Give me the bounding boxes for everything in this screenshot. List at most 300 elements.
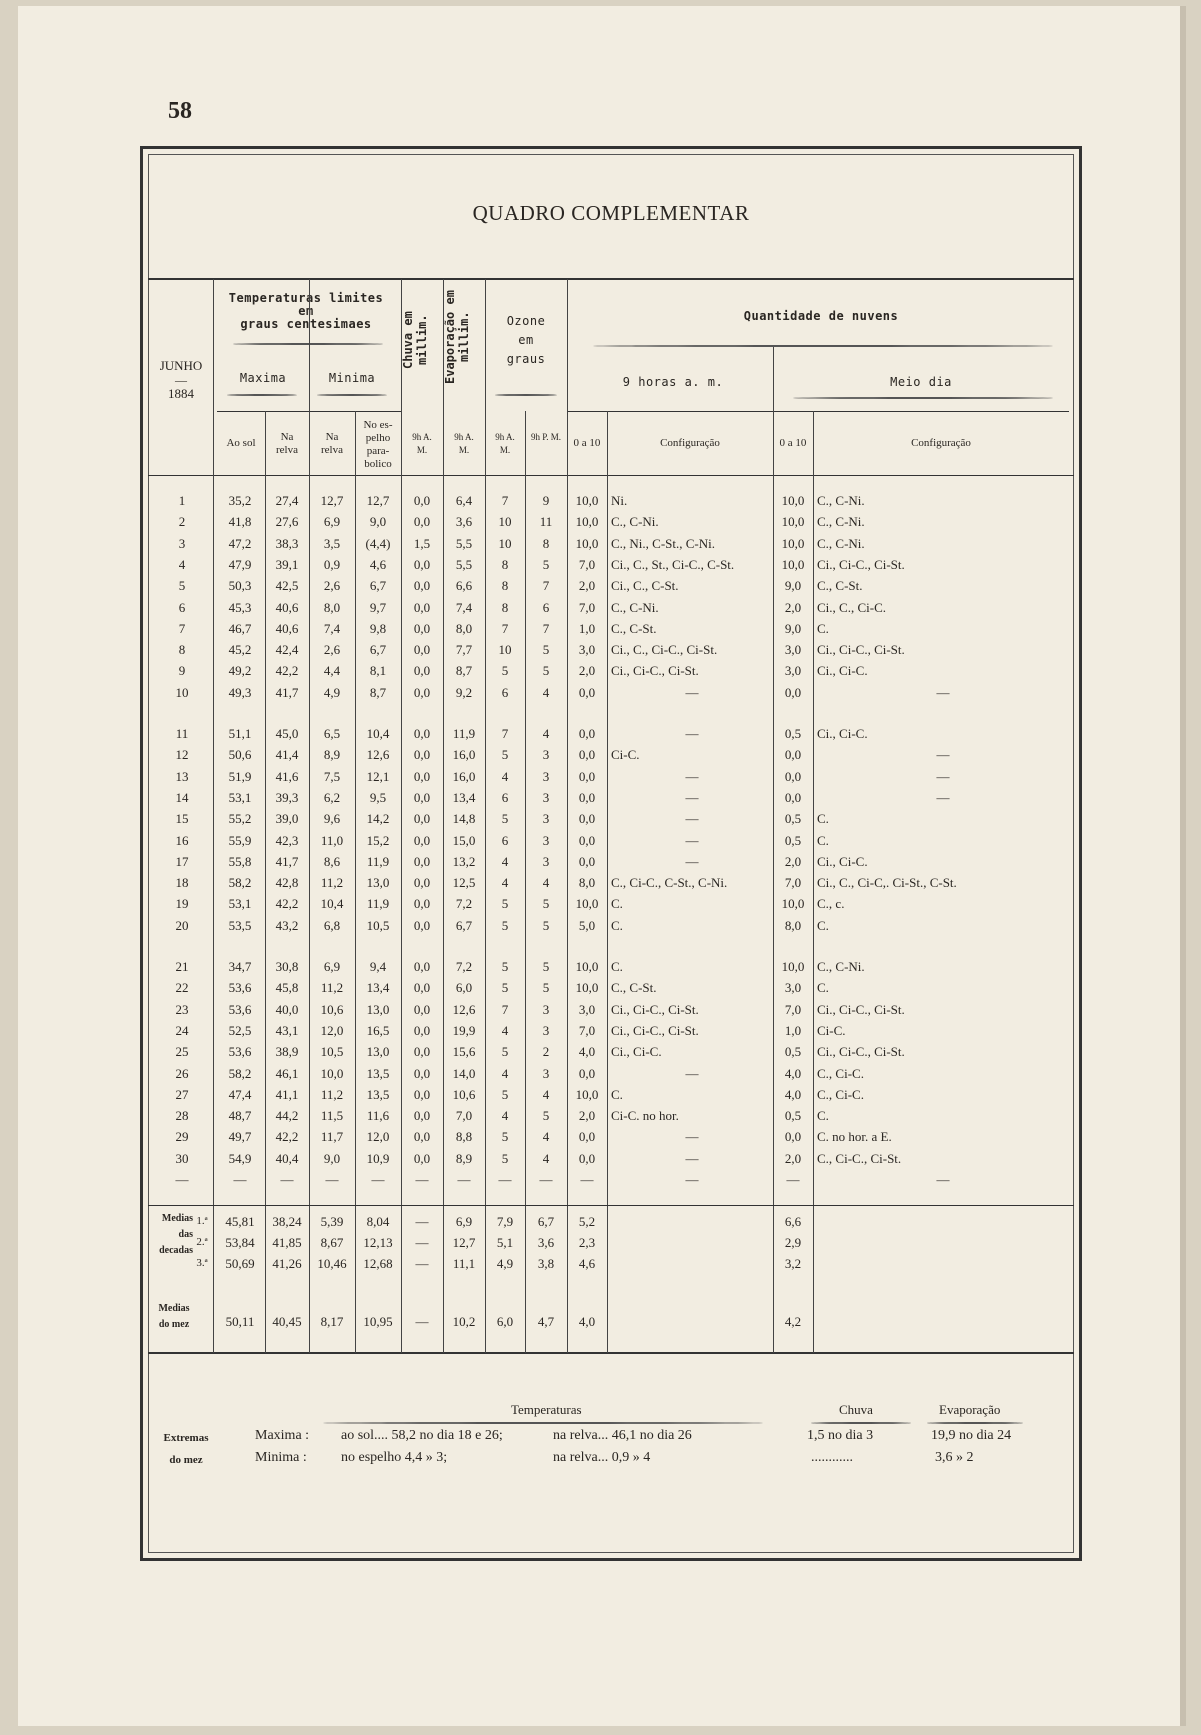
table-cell: Ci., Ci-C., Ci-St. — [817, 1001, 905, 1017]
table-cell: 5 — [501, 1044, 509, 1060]
table-cell: 7,5 — [323, 768, 341, 784]
table-cell: 0,0 — [578, 811, 596, 827]
table-cell: 13,4 — [452, 789, 476, 805]
table-cell: 4 — [501, 1065, 509, 1081]
table-cell: 6,9 — [323, 514, 341, 530]
table-cell: 0,0 — [413, 1108, 431, 1124]
decade-mean-cell: 8,04 — [366, 1214, 390, 1229]
table-cell: 2,0 — [784, 1150, 802, 1166]
table-cell: 4 — [542, 1129, 550, 1145]
table-cell: 0,0 — [578, 726, 596, 741]
table-cell: 0,0 — [413, 1001, 431, 1017]
table-cell: 12,0 — [320, 1022, 344, 1038]
row-day: 20 — [175, 917, 189, 933]
table-cell: — — [685, 1065, 699, 1081]
table-cell: 13,0 — [366, 875, 390, 891]
table-cell: 5 — [501, 811, 509, 827]
table-cell: 10,0 — [781, 959, 805, 974]
table-cell: 0,0 — [413, 1086, 431, 1102]
decade-mean-cell: 38,24 — [272, 1214, 302, 1229]
table-cell: 58,2 — [228, 875, 252, 891]
table-cell: 0,0 — [413, 684, 431, 700]
ozone-swash — [495, 394, 557, 396]
maxima-swash — [227, 394, 297, 396]
table-cell: 0,5 — [784, 811, 802, 827]
table-cell: C. — [817, 917, 829, 933]
table-cell: 11,7 — [320, 1129, 344, 1145]
row-day: 19 — [175, 896, 189, 912]
table-cell: 3,0 — [784, 980, 802, 996]
table-cell: 6 — [501, 832, 509, 848]
table-cell: 16,0 — [452, 768, 476, 784]
table-cell: 9,6 — [323, 811, 341, 827]
table-cell: C., Ci-C. — [817, 1086, 864, 1102]
row-day: 23 — [175, 1001, 189, 1017]
table-cell: 11,9 — [366, 896, 390, 912]
decade-mean-cell: 4,9 — [496, 1256, 514, 1271]
month-means-label — [149, 1301, 199, 1333]
table-cell: Ci., C., St., Ci-C., C-St. — [611, 556, 735, 572]
table-cell: 49,3 — [228, 684, 252, 700]
month-mean-cell: 8,17 — [320, 1314, 344, 1329]
nove-horas-heading: 9 horas a. m. — [622, 375, 724, 389]
decade-mean-cell: 3,8 — [537, 1256, 555, 1271]
extremes-chuva-head: Chuva — [839, 1402, 873, 1417]
table-cell: 45,3 — [228, 599, 252, 615]
header-top-rule — [148, 278, 1074, 280]
means-top-rule — [148, 1205, 1074, 1206]
table-cell: 0,0 — [578, 1150, 596, 1166]
table-cell: 40,0 — [275, 1001, 299, 1017]
table-cell: 0,0 — [413, 896, 431, 912]
table-cell: 0,0 — [578, 832, 596, 848]
decade-index: 3.ª — [196, 1257, 208, 1269]
table-cell: 7,4 — [455, 599, 473, 615]
table-cell: 3 — [542, 1022, 550, 1038]
table-cell: 0,0 — [578, 789, 596, 805]
nuvens-sub-rule — [567, 411, 1069, 412]
table-cell: 5 — [501, 959, 509, 974]
table-cell: C. — [611, 1086, 623, 1102]
table-cell: 42,5 — [275, 578, 299, 594]
col-espelho: No es-pelho para-bolico — [363, 419, 393, 470]
table-cell: 5 — [542, 663, 550, 679]
table-cell: C., Ci-C. — [817, 1065, 864, 1081]
table-cell: 2,0 — [578, 1108, 596, 1124]
row-day: 2 — [178, 514, 186, 530]
table-cell: 4 — [501, 768, 509, 784]
table-cell: 16,5 — [366, 1022, 390, 1038]
table-cell: 7,0 — [578, 599, 596, 615]
decade-mean-cell: 5,2 — [578, 1214, 596, 1229]
table-frame — [140, 146, 1082, 1561]
table-cell: 6,7 — [369, 578, 387, 594]
table-cell: 41,1 — [275, 1086, 299, 1102]
table-cell: 48,7 — [228, 1108, 252, 1124]
table-cell: 58,2 — [228, 1065, 252, 1081]
table-cell: 44,2 — [275, 1108, 299, 1124]
table-cell: 10,0 — [575, 493, 599, 508]
table-cell: 10,0 — [575, 1086, 599, 1102]
table-cell: 7 — [501, 726, 509, 741]
table-cell: — — [936, 768, 950, 784]
table-cell: 0,0 — [413, 875, 431, 891]
table-cell: — — [685, 684, 699, 700]
table-cell: — — [685, 789, 699, 805]
decade-index: 2.ª — [196, 1236, 208, 1248]
table-cell: Ci., Ci-C., Ci-St. — [611, 1022, 699, 1038]
table-cell: Ci., Ci-C., Ci-St. — [817, 1044, 905, 1060]
dash-cell: — — [580, 1172, 594, 1187]
table-cell: C., C-Ni. — [817, 535, 865, 551]
table-cell: 42,8 — [275, 875, 299, 891]
table-cell: 39,3 — [275, 789, 299, 805]
table-cell: 3,6 — [455, 514, 473, 530]
table-cell: C. — [817, 980, 829, 996]
table-cell: 0,0 — [413, 959, 431, 974]
table-cell: 7,0 — [784, 875, 802, 891]
decade-mean-cell: 50,69 — [225, 1256, 255, 1271]
table-cell: 4 — [501, 875, 509, 891]
table-cell: Ci-C. — [611, 747, 640, 763]
month-mean-cell: 4,0 — [578, 1314, 596, 1329]
month-mean-cell: 50,11 — [225, 1314, 255, 1329]
table-cell: 5 — [501, 917, 509, 933]
table-cell: 38,9 — [275, 1044, 299, 1060]
table-cell: 13,5 — [366, 1065, 390, 1081]
row-day: 22 — [175, 980, 189, 996]
table-bottom-rule — [148, 1352, 1074, 1354]
table-cell: C., C-St. — [817, 578, 863, 594]
table-title: QUADRO COMPLEMENTAR — [472, 201, 750, 225]
col-0a10-a: 0 a 10 — [573, 437, 601, 449]
table-cell: 5 — [501, 980, 509, 996]
extremes-temp-head: Temperaturas — [511, 1402, 582, 1417]
table-cell: 0,0 — [784, 747, 802, 763]
month-label: JUNHO — [159, 358, 203, 373]
table-cell: 7,7 — [455, 642, 473, 658]
table-cell: 10,0 — [575, 896, 599, 912]
extremes-label-1: Extremas — [163, 1432, 209, 1444]
table-cell: 9,0 — [369, 514, 387, 530]
table-cell: 4 — [501, 1022, 509, 1038]
table-cell: 5 — [501, 1086, 509, 1102]
table-cell: 10,5 — [320, 1044, 344, 1060]
row-day: 29 — [175, 1129, 189, 1145]
table-cell: 4 — [542, 684, 550, 700]
table-cell: 3 — [542, 1001, 550, 1017]
row-day: 6 — [178, 599, 186, 615]
table-cell: 27,6 — [275, 514, 299, 530]
table-cell: 6,4 — [455, 493, 473, 508]
decade-mean-cell: — — [415, 1214, 429, 1229]
table-cell: 1,5 — [413, 535, 431, 551]
table-cell: 0,0 — [413, 980, 431, 996]
extremes-chuva-min: ............ — [811, 1450, 853, 1465]
table-cell: 38,3 — [275, 535, 299, 551]
table-cell: 11,2 — [320, 980, 344, 996]
table-cell: (4,4) — [365, 535, 391, 551]
temp-swash — [233, 343, 383, 345]
month-means-label-2: do mez — [158, 1319, 190, 1330]
table-cell: 4,0 — [784, 1065, 802, 1081]
table-cell: 0,0 — [578, 768, 596, 784]
dash-cell: — — [786, 1172, 800, 1187]
table-cell: 10,0 — [781, 535, 805, 551]
table-cell: Ci., C., Ci-C,. Ci-St., C-St. — [817, 875, 957, 891]
table-cell: 4,0 — [578, 1044, 596, 1060]
temp-group-heading-2: em — [298, 304, 314, 318]
table-cell: 4 — [542, 1086, 550, 1102]
table-cell: 5 — [542, 980, 550, 996]
col-na-relva-min: Na relva — [321, 431, 343, 456]
maxima-heading: Maxima — [239, 371, 287, 385]
table-cell: 11,2 — [320, 1086, 344, 1102]
extremes-min-text-1: no espelho 4,4 » 3; — [341, 1450, 448, 1465]
decade-mean-cell: 11,1 — [452, 1256, 476, 1271]
table-cell: 14,2 — [366, 811, 390, 827]
dash-cell: — — [371, 1172, 385, 1187]
dash-cell: — — [415, 1172, 429, 1187]
row-day: 12 — [175, 747, 189, 763]
table-cell: 9 — [542, 493, 550, 508]
table-cell: 9,0 — [323, 1150, 341, 1166]
dash-cell: — — [233, 1172, 247, 1187]
table-cell: 10,0 — [575, 980, 599, 996]
table-cell: 45,8 — [275, 980, 299, 996]
minima-swash — [317, 394, 387, 396]
table-cell: 6 — [501, 789, 509, 805]
row-day: 28 — [175, 1108, 189, 1124]
table-cell: 0,0 — [578, 1129, 596, 1145]
dash-cell: — — [280, 1172, 294, 1187]
month-mean-cell: 10,95 — [363, 1314, 393, 1329]
row-day: 13 — [175, 768, 189, 784]
table-cell: 10,4 — [366, 726, 390, 741]
table-cell: 2,6 — [323, 578, 341, 594]
table-cell: 5 — [542, 896, 550, 912]
table-cell: 30,8 — [275, 959, 299, 974]
decade-mean-cell: — — [415, 1235, 429, 1250]
month-dash: — — [175, 373, 187, 387]
table-cell: 8,0 — [323, 599, 341, 615]
table-cell: 0,0 — [784, 768, 802, 784]
extremes-evap-swash — [927, 1422, 1023, 1424]
table-cell: C., Ci-C., Ci-St. — [817, 1150, 902, 1166]
decade-means-label — [149, 1211, 193, 1259]
table-cell: 0,0 — [578, 747, 596, 763]
table-cell: 10,0 — [781, 514, 805, 530]
temp-group-heading: Temperaturas limites — [228, 291, 384, 305]
table-cell: Ni. — [611, 493, 628, 508]
decade-mean-cell: 6,9 — [455, 1214, 473, 1229]
table-cell: C., C-St. — [611, 980, 657, 996]
dash-cell: — — [325, 1172, 339, 1187]
extremes-evap-head: Evaporação — [939, 1402, 1001, 1417]
table-cell: 9,0 — [784, 620, 802, 636]
table-cell: 0,0 — [413, 726, 431, 741]
table-cell: 8 — [501, 556, 509, 572]
table-cell: C., C-Ni. — [817, 493, 865, 508]
table-cell: — — [936, 789, 950, 805]
table-cell: — — [936, 684, 950, 700]
row-day: 1 — [178, 493, 186, 508]
table-cell: 5 — [501, 1150, 509, 1166]
row-day: 26 — [175, 1065, 189, 1081]
table-cell: 5 — [501, 747, 509, 763]
table-cell: 42,2 — [275, 896, 299, 912]
table-cell: 13,2 — [452, 853, 476, 869]
meio-dia-heading: Meio dia — [890, 375, 952, 389]
table-cell: 9,0 — [784, 578, 802, 594]
table-cell: 8,6 — [323, 853, 341, 869]
table-cell: 2,6 — [323, 642, 341, 658]
table-cell: 3 — [542, 789, 550, 805]
month-mean-cell: 4,7 — [537, 1314, 555, 1329]
row-day: 14 — [175, 789, 189, 805]
table-cell: 42,2 — [275, 663, 299, 679]
table-cell: 5 — [501, 663, 509, 679]
table-cell: 47,2 — [228, 535, 252, 551]
table-cell: 16,0 — [452, 747, 476, 763]
table-cell: — — [685, 811, 699, 827]
table-cell: 11 — [539, 514, 553, 530]
col-ozone-pm: 9h P. M. — [531, 432, 562, 442]
table-cell: 55,2 — [228, 811, 252, 827]
table-cell: 50,6 — [228, 747, 252, 763]
table-cell: 13,0 — [366, 1001, 390, 1017]
table-cell: — — [936, 747, 950, 763]
table-cell: C., C-Ni. — [611, 514, 659, 530]
table-cell: 6,7 — [455, 917, 473, 933]
extremes-chuva-swash — [811, 1422, 911, 1424]
table-cell: 45,2 — [228, 642, 252, 658]
extremes-min-label: Minima : — [255, 1450, 307, 1465]
table-cell: 7 — [542, 578, 550, 594]
table-cell: 40,6 — [275, 599, 299, 615]
table-cell: 5 — [501, 896, 509, 912]
table-cell: 3 — [542, 747, 550, 763]
table-cell: 10,0 — [575, 535, 599, 551]
table-cell: 50,3 — [228, 578, 252, 594]
table-cell: 53,6 — [228, 980, 252, 996]
table-cell: 8,9 — [455, 1150, 473, 1166]
table-cell: 10,0 — [781, 896, 805, 912]
row-day: 27 — [175, 1086, 189, 1102]
table-cell: 34,7 — [228, 959, 252, 974]
table-cell: 35,2 — [228, 493, 252, 508]
table-cell: 0,0 — [413, 663, 431, 679]
table-cell: 10 — [498, 514, 512, 530]
header-bottom-rule — [148, 475, 1074, 476]
table-cell: 41,6 — [275, 768, 299, 784]
table-cell: 6,6 — [455, 578, 473, 594]
table-cell: — — [685, 1150, 699, 1166]
decade-mean-cell: 5,1 — [496, 1235, 514, 1250]
table-cell: 10,0 — [781, 556, 805, 572]
decade-mean-cell: 5,39 — [320, 1214, 344, 1229]
row-day: 8 — [178, 642, 186, 658]
table-cell: 42,2 — [275, 1129, 299, 1145]
table-cell: 0,0 — [413, 514, 431, 530]
table-cell: C. no hor. a E. — [817, 1129, 892, 1145]
evaporacao-heading: Evaporação em millim. — [443, 290, 471, 384]
table-cell: 12,7 — [366, 493, 390, 508]
ozone-heading: Ozone — [506, 314, 546, 328]
table-cell: 8,0 — [455, 620, 473, 636]
decade-mean-cell: 2,3 — [578, 1235, 596, 1250]
table-cell: 6,7 — [369, 642, 387, 658]
table-cell: 12,1 — [366, 768, 390, 784]
table-cell: 5 — [542, 959, 550, 974]
table-cell: 14,0 — [452, 1065, 476, 1081]
table-cell: C., C-Ni. — [817, 514, 865, 530]
table-cell: 9,8 — [369, 620, 387, 636]
table-cell: — — [685, 768, 699, 784]
table-cell: 7 — [501, 1001, 509, 1017]
table-cell: 6,8 — [323, 917, 341, 933]
col-chuva-hour: 9h A. M. — [412, 432, 432, 455]
table-cell: 0,0 — [413, 747, 431, 763]
table-cell: 2,0 — [578, 663, 596, 679]
decade-mean-cell: 2,9 — [784, 1235, 802, 1250]
table-cell: 7,0 — [455, 1108, 473, 1124]
table-cell: C. — [611, 917, 623, 933]
dash-cell: — — [175, 1172, 189, 1187]
table-cell: 19,9 — [452, 1022, 476, 1038]
table-cell: 2,0 — [784, 853, 802, 869]
col-config-a: Configuração — [660, 437, 720, 449]
table-cell: 14,8 — [452, 811, 476, 827]
table-cell: 7,0 — [578, 556, 596, 572]
decade-mean-cell: 3,6 — [537, 1235, 555, 1250]
row-day: 5 — [178, 578, 186, 594]
table-cell: 0,0 — [413, 1065, 431, 1081]
table-cell: 13,4 — [366, 980, 390, 996]
table-cell: 9,5 — [369, 789, 387, 805]
table-cell: 10,6 — [320, 1001, 344, 1017]
table-cell: C. — [817, 832, 829, 848]
table-cell: 46,7 — [228, 620, 252, 636]
table-cell: 15,6 — [452, 1044, 476, 1060]
table-cell: 43,2 — [275, 917, 299, 933]
table-cell: 55,8 — [228, 853, 252, 869]
table-cell: Ci., Ci-C. — [817, 853, 868, 869]
table-cell: 13,5 — [366, 1086, 390, 1102]
table-cell: — — [685, 853, 699, 869]
col-0a10-b: 0 a 10 — [779, 437, 807, 449]
table-cell: 8,0 — [578, 875, 596, 891]
decade-mean-cell: 10,46 — [317, 1256, 347, 1271]
table-cell: 8,1 — [369, 663, 387, 679]
table-cell: 51,9 — [228, 768, 252, 784]
decade-mean-cell: 41,85 — [272, 1235, 302, 1250]
extremes-evap-min: 3,6 » 2 — [935, 1450, 974, 1465]
table-cell: Ci., Ci-C., Ci-St. — [817, 556, 905, 572]
temp-group-heading-3: graus centesimaes — [240, 317, 372, 331]
table-cell: 3,0 — [578, 642, 596, 658]
table-cell: 6,0 — [455, 980, 473, 996]
dash-cell: — — [498, 1172, 512, 1187]
table-cell: 8,0 — [784, 917, 802, 933]
table-cell: Ci., C., Ci-C., Ci-St. — [611, 642, 718, 658]
table-cell: 7,4 — [323, 620, 341, 636]
table-cell: 9,7 — [369, 599, 387, 615]
table-cell: — — [685, 832, 699, 848]
table-cell: 11,0 — [320, 832, 344, 848]
nuvens-heading: Quantidade de nuvens — [743, 309, 899, 323]
row-day: 18 — [175, 875, 189, 891]
